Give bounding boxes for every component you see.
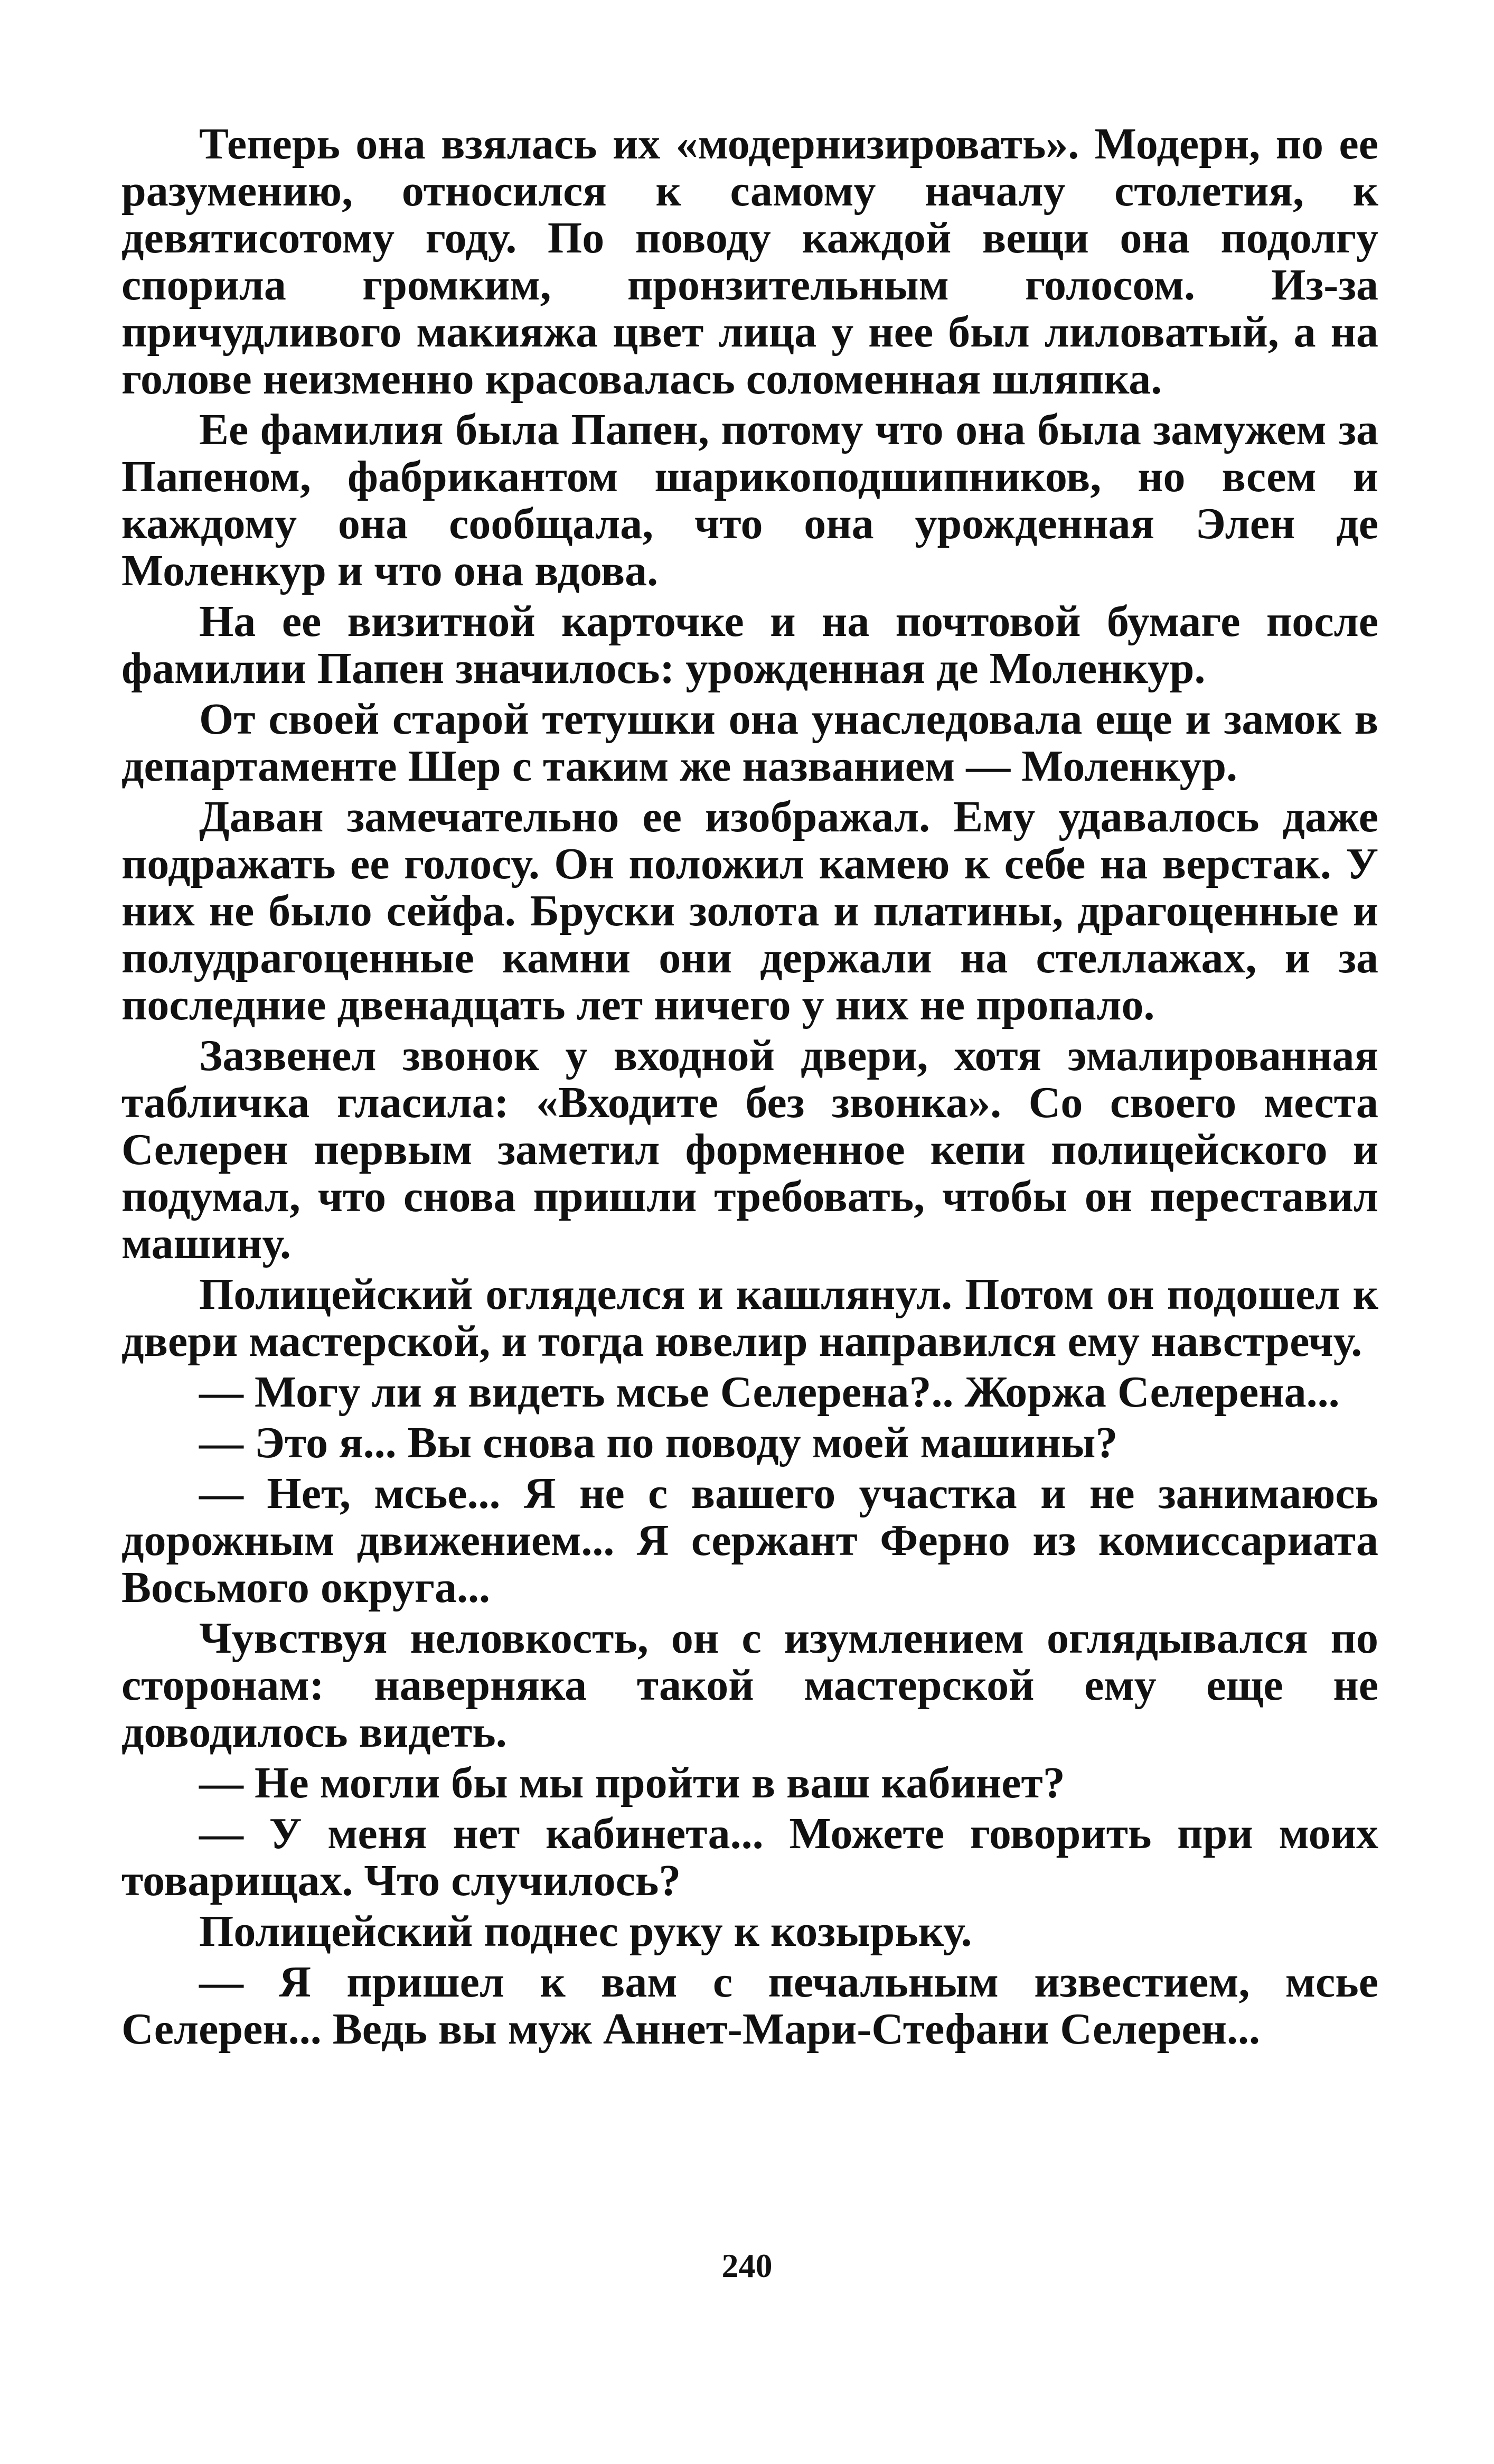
paragraph-4: От своей старой тетушки она унаследовала еще и замок в департаменте Шер с таким же названием — Моленкур. (121, 695, 1378, 791)
page-number: 240 (721, 2247, 773, 2284)
paragraph-8: Чувствуя неловкость, он с изумлением оглядывался по сторонам: наверняка такой мастерской ему еще не доводилось видеть. (121, 1614, 1378, 1757)
paragraph-7: Полицейский огляделся и кашлянул. Потом он подошел к двери мастерской, и тогда ювелир направился ему навстречу. (121, 1270, 1378, 1366)
paragraph-1: Теперь она взялась их «модернизировать». Модерн, по ее разумению, относился к самому началу столетия, к девятисотому году. По поводу каждой вещи она подолгу спорила громким, пронзительным голосом. Из-за причудливого макияжа цвет лица у нее был лиловатый, а на голове неизменно красовалась соломенная шляпка. (121, 119, 1378, 404)
paragraph-2: Ее фамилия была Папен, потому что она была замужем за Папеном, фабрикантом шарикоподшипников, но всем и каждому она сообщала, что она урожденная Элен де Моленкур и что она вдова. (121, 405, 1378, 595)
paragraph-6: Зазвенел звонок у входной двери, хотя эмалированная табличка гласила: «Входите без звонка». Со своего места Селерен первым заметил форменное кепи полицейского и подумал, что снова пришли требовать, чтобы он переставил машину. (121, 1031, 1378, 1268)
dialogue-line-5: — У меня нет кабинета... Можете говорить при моих товарищах. Что случилось? (121, 1809, 1378, 1905)
paragraph-3: На ее визитной карточке и на почтовой бумаге после фамилии Папен значилось: урожденная де Моленкур. (121, 597, 1378, 693)
paragraph-9: Полицейский поднес руку к козырьку. (199, 1907, 972, 1956)
dialogue-line-6: — Я пришел к вам с печальным известием, мсье Селерен... Ведь вы муж Аннет-Мари-Стефани Селерен... (121, 1957, 1378, 2054)
book-page-text (121, 120, 1378, 2392)
dialogue-line-3: — Нет, мсье... Я не с вашего участка и не занимаюсь дорожным движением... Я сержант Ферно из комиссариата Восьмого округа... (121, 1469, 1378, 1612)
dialogue-line-4: — Не могли бы мы пройти в ваш кабинет? (199, 1758, 1065, 1807)
paragraph-5: Даван замечательно ее изображал. Ему удавалось даже подражать ее голосу. Он положил камею к себе на верстак. У них не было сейфа. Бруски золота и платины, драгоценные и полудрагоценные камни они держали на стеллажах, и за последние двенадцать лет ничего у них не пропало. (121, 792, 1378, 1029)
dialogue-line-2: — Это я... Вы снова по поводу моей машины? (199, 1418, 1118, 1467)
dialogue-line-1: — Могу ли я видеть мсье Селерена?.. Жоржа Селерена... (199, 1367, 1340, 1417)
